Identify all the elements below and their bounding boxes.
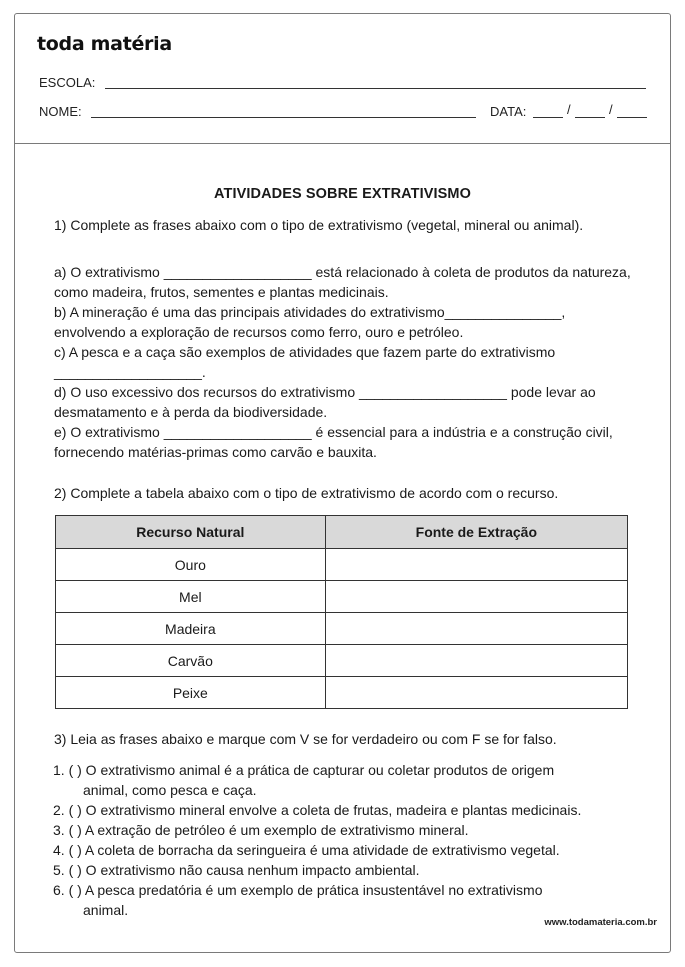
table-row: [56, 645, 628, 677]
list-item[interactable]: [53, 800, 643, 820]
resource-cell: Carvão: [56, 645, 326, 677]
answer-cell[interactable]: [325, 549, 627, 581]
date-day-line[interactable]: [533, 117, 563, 118]
date-separator: /: [567, 102, 571, 117]
school-field-line[interactable]: [105, 88, 646, 89]
question-1-item-d: d) O uso excessivo dos recursos do extrativismo ___________________ pode levar ao desmatamento e à perda da biodiversidade.: [54, 384, 596, 420]
statement-text: 6. ( ) A pesca predatória é um exemplo de prática insustentável no extrativismo: [53, 882, 543, 898]
table-row: [56, 581, 628, 613]
school-label: ESCOLA:: [39, 75, 96, 90]
column-header-resource: Recurso Natural: [56, 516, 326, 549]
answer-cell[interactable]: [325, 581, 627, 613]
question-1-item-e: e) O extrativismo ___________________ é essencial para a indústria e a construção civil, fornecendo matérias-primas como carvão e bauxita.: [54, 424, 613, 460]
worksheet-header: [15, 14, 670, 144]
footer-url[interactable]: www.todamateria.com.br: [544, 917, 657, 928]
table-row: [56, 677, 628, 709]
question-1-prompt: 1) Complete as frases abaixo com o tipo de extrativismo (vegetal, mineral ou animal).: [54, 217, 584, 233]
statement-continuation: animal.: [83, 902, 129, 918]
date-month-line[interactable]: [575, 117, 605, 118]
question-3-prompt: 3) Leia as frases abaixo e marque com V se for verdadeiro ou com F se for falso.: [54, 731, 557, 747]
answer-cell[interactable]: [325, 613, 627, 645]
question-1-item-b: b) A mineração é uma das principais atividades do extrativismo_______________, envolvendo a exploração de recursos como ferro, ouro e petróleo.: [54, 304, 566, 340]
date-separator: /: [609, 102, 613, 117]
table-row: [56, 613, 628, 645]
statement-text: 5. ( ) O extrativismo não causa nenhum impacto ambiental.: [53, 862, 420, 878]
date-label: DATA:: [490, 104, 527, 119]
question-1-item-c: c) A pesca e a caça são exemplos de atividades que fazem parte do extrativismo ___________________.: [54, 344, 556, 380]
name-label: NOME:: [39, 104, 82, 119]
list-item[interactable]: [53, 760, 643, 800]
list-item[interactable]: [53, 820, 643, 840]
statement-continuation: animal, como pesca e caça.: [83, 782, 257, 798]
resource-cell: Peixe: [56, 677, 326, 709]
statement-text: 4. ( ) A coleta de borracha da seringueira é uma atividade de extrativismo vegetal.: [53, 842, 560, 858]
list-item[interactable]: [53, 860, 643, 880]
resource-table: [55, 515, 628, 709]
name-field-line[interactable]: [91, 117, 476, 118]
statement-text: 3. ( ) A extração de petróleo é um exemplo de extrativismo mineral.: [53, 822, 469, 838]
list-item[interactable]: [53, 840, 643, 860]
table-row: [56, 549, 628, 581]
question-1-item-a: a) O extrativismo ___________________ está relacionado à coleta de produtos da natureza, como madeira, frutos, sementes e plantas medicinais.: [54, 264, 631, 300]
question-2-prompt: 2) Complete a tabela abaixo com o tipo de extrativismo de acordo com o recurso.: [54, 485, 559, 501]
worksheet-frame: [14, 13, 671, 953]
resource-cell: Madeira: [56, 613, 326, 645]
statement-text: 2. ( ) O extrativismo mineral envolve a coleta de frutas, madeira e plantas medicinais.: [53, 802, 582, 818]
answer-cell[interactable]: [325, 645, 627, 677]
resource-cell: Ouro: [56, 549, 326, 581]
page-title: ATIVIDADES SOBRE EXTRATIVISMO: [214, 186, 471, 202]
column-header-source: Fonte de Extração: [325, 516, 627, 549]
list-item[interactable]: [53, 880, 643, 920]
statement-text: 1. ( ) O extrativismo animal é a prática de capturar ou coletar produtos de origem: [53, 762, 555, 778]
answer-cell[interactable]: [325, 677, 627, 709]
brand-logo: toda matéria: [37, 33, 172, 55]
date-year-line[interactable]: [617, 117, 647, 118]
resource-cell: Mel: [56, 581, 326, 613]
